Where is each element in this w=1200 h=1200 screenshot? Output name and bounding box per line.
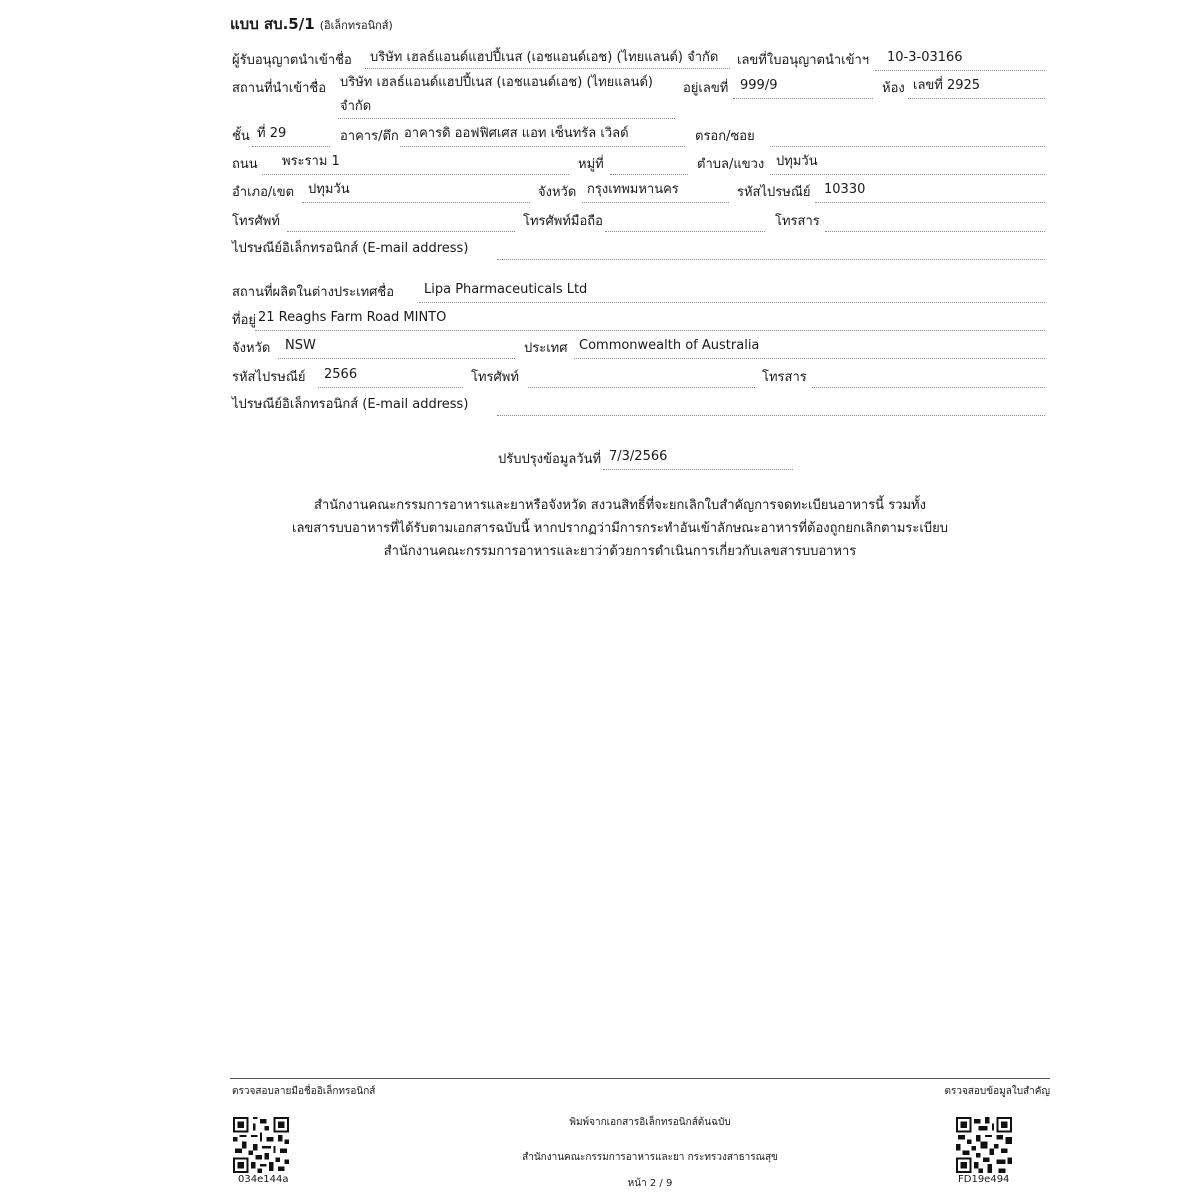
fax-label: โทรสาร — [775, 214, 820, 229]
room: เลขที่ 2925 — [913, 78, 981, 93]
license-number: 10-3-03166 — [887, 50, 963, 65]
form-code-text: แบบ สบ.5/1 — [230, 15, 315, 33]
province: กรุงเทพมหานคร — [587, 182, 679, 197]
certificate-code: FD19e494 — [958, 1174, 1010, 1185]
verify-certificate-label: ตรวจสอบข้อมูลใบสำคัญ — [944, 1086, 1050, 1097]
subdistrict-label: ตำบล/แขวง — [697, 157, 765, 172]
subdistrict: ปทุมวัน — [776, 154, 818, 169]
form-code — [230, 12, 393, 36]
postcode-label: รหัสไปรษณีย์ — [737, 185, 811, 200]
manufacturer-label: สถานที่ผลิตในต่างประเทศชื่อ — [232, 285, 395, 300]
import-place-label: สถานที่นำเข้าชื่อ — [232, 81, 327, 96]
mf-fax-label: โทรสาร — [762, 370, 807, 385]
notice-line-3: สำนักงานคณะกรรมการอาหารและยาว่าด้วยการดำเนินการเกี่ยวกับเลขสารบบอาหาร — [383, 544, 857, 559]
verify-signature-label: ตรวจสอบลายมือชื่ออิเล็กทรอนิกส์ — [232, 1086, 376, 1097]
alley-label: ตรอก/ซอย — [695, 129, 755, 144]
licensee-label: ผู้รับอนุญาตนำเข้าชื่อ — [232, 53, 352, 68]
updated-date: 7/3/2566 — [609, 449, 668, 464]
manufacturer-name: Lipa Pharmaceuticals Ltd — [424, 282, 588, 297]
building-label: อาคาร/ตึก — [340, 129, 399, 144]
form-code-note: (อิเล็กทรอนิกส์) — [319, 19, 393, 32]
license-label: เลขที่ใบอนุญาตนำเข้าฯ — [737, 53, 870, 68]
footer-center-1: พิมพ์จากเอกสารอิเล็กทรอนิกส์ต้นฉบับ — [569, 1117, 731, 1128]
phone-label: โทรศัพท์ — [232, 214, 280, 229]
mf-postcode-label: รหัสไปรษณีย์ — [232, 370, 306, 385]
footer-center-2: สำนักงานคณะกรรมการอาหารและยา กระทรวงสาธารณสุข — [522, 1152, 778, 1163]
moo-label: หมู่ที่ — [578, 157, 604, 172]
mf-country: Commonwealth of Australia — [579, 338, 760, 353]
road: พระราม 1 — [282, 154, 340, 169]
updated-label: ปรับปรุงข้อมูลวันที่ — [498, 452, 602, 467]
page-number: หน้า 2 / 9 — [627, 1178, 673, 1189]
mf-address-label: ที่อยู่ — [232, 313, 256, 328]
footer-divider — [230, 1078, 1050, 1079]
floor: ที่ 29 — [257, 126, 287, 141]
house-no: 999/9 — [740, 78, 778, 93]
notice-line-2: เลขสารบบอาหารที่ได้รับตามเอกสารฉบับนี้ หากปรากฏว่ามีการกระทำอันเข้าลักษณะอาหารที่ต้องถูกยกเลิกตามระเบียบ — [292, 521, 948, 536]
building: อาคารดิ ออฟฟิศเศส แอท เซ็นทรัล เวิลด์ — [404, 126, 629, 141]
mf-province-label: จังหวัด — [232, 341, 271, 356]
mf-province: NSW — [285, 338, 316, 353]
mobile-label: โทรศัพท์มือถือ — [523, 214, 603, 229]
mf-email-label: ไปรษณีย์อิเล็กทรอนิกส์ (E-mail address) — [232, 397, 469, 412]
province-label: จังหวัด — [538, 185, 577, 200]
import-place-name-2: จำกัด — [340, 99, 372, 114]
floor-label: ชั้น — [232, 129, 250, 144]
road-label: ถนน — [232, 157, 258, 172]
room-label: ห้อง — [882, 81, 905, 96]
licensee-name: บริษัท เฮลธ์แอนด์แฮปปี้เนส (เอชแอนด์เอช) (ไทยแลนด์) จำกัด — [370, 50, 719, 65]
signature-code: 034e144a — [238, 1174, 289, 1185]
mf-address: 21 Reaghs Farm Road MINTO — [258, 310, 447, 325]
email-label: ไปรษณีย์อิเล็กทรอนิกส์ (E-mail address) — [232, 241, 469, 256]
mf-phone-label: โทรศัพท์ — [471, 370, 519, 385]
district-label: อำเภอ/เขต — [232, 185, 295, 200]
certificate-qr-icon[interactable] — [956, 1117, 1012, 1173]
notice — [240, 494, 1000, 563]
district: ปทุมวัน — [308, 182, 350, 197]
house-no-label: อยู่เลขที่ — [683, 81, 729, 96]
signature-qr-icon[interactable] — [233, 1117, 289, 1173]
mf-postcode: 2566 — [324, 367, 358, 382]
import-place-name-1: บริษัท เฮลธ์แอนด์แฮปปี้เนส (เอชแอนด์เอช) (ไทยแลนด์) — [340, 75, 653, 90]
postcode: 10330 — [824, 182, 866, 197]
notice-line-1: สำนักงานคณะกรรมการอาหารและยาหรือจังหวัด สงวนสิทธิ์ที่จะยกเลิกใบสำคัญการจดทะเบียนอาหารนี้ รวมทั้ง — [314, 498, 926, 513]
mf-country-label: ประเทศ — [524, 341, 568, 356]
